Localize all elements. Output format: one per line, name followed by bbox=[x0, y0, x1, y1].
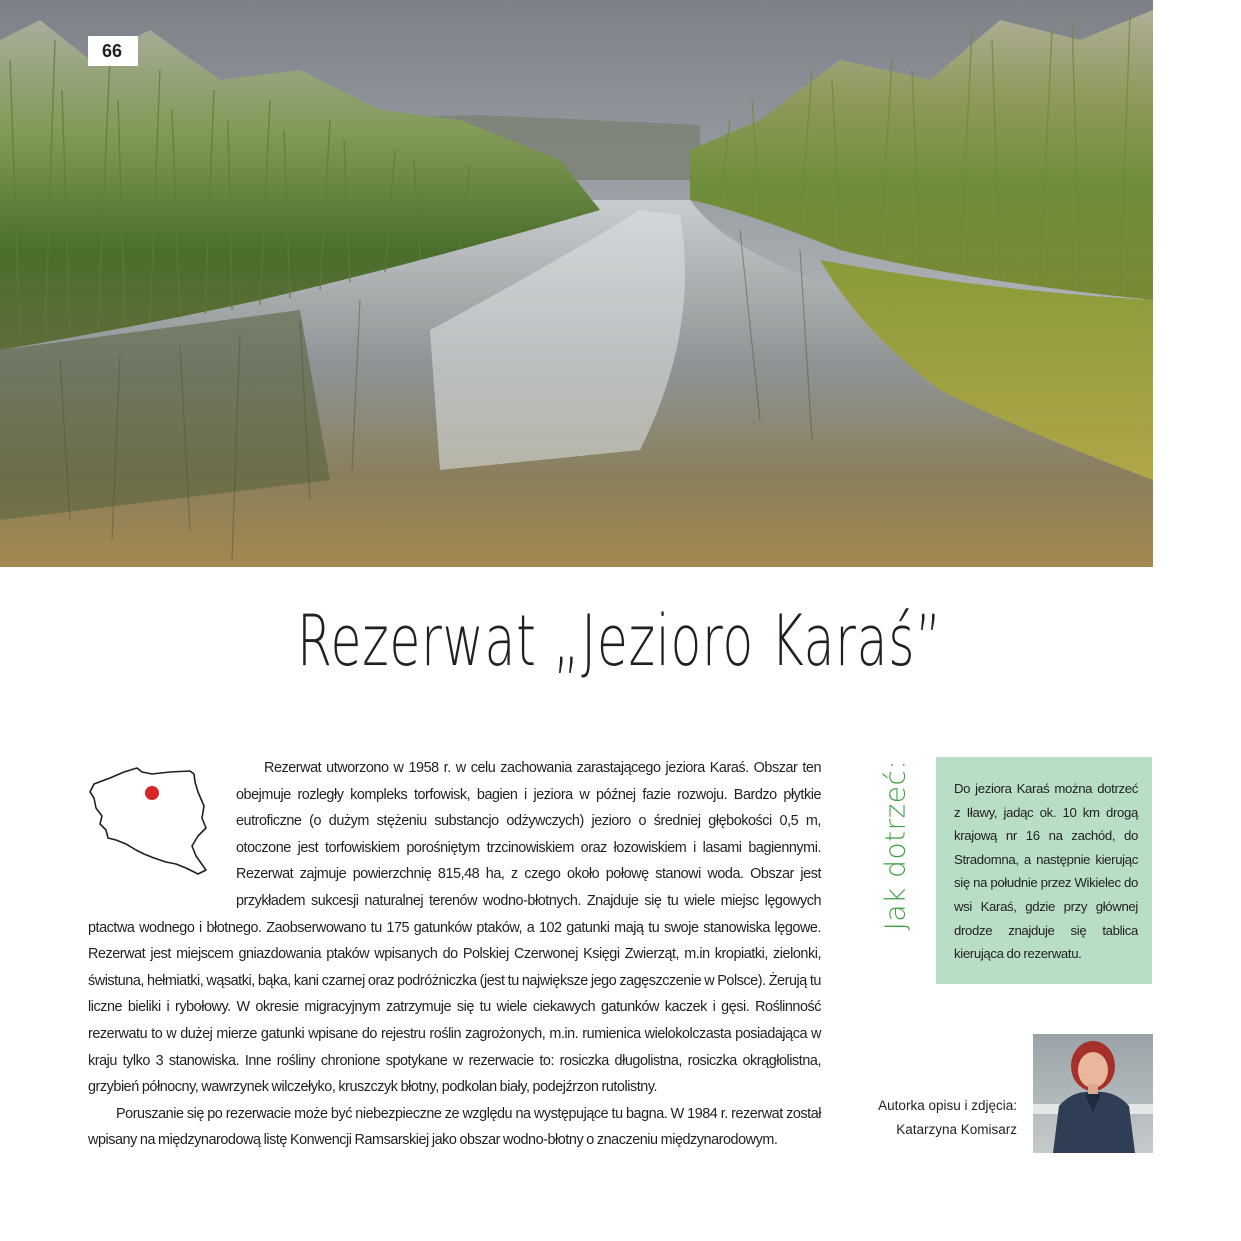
author-label: Autorka opisu i zdjęcia: bbox=[878, 1098, 1017, 1113]
author-photo bbox=[1033, 1034, 1153, 1153]
author-credit bbox=[860, 1094, 1017, 1142]
how-to-get-text: Do jeziora Karaś można dotrzeć z Iławy, jadąc ok. 10 km drogą krajową nr 16 na zachód, do Stradomna, a następnie kierując się na południe przez Wikielec do wsi Karaś, gdzie przy głównej drodze znajduje się tablica kierująca do rezerwatu. bbox=[954, 781, 1138, 962]
second-paragraph: Poruszanie się po rezerwacie może być niebezpieczne ze względu na występujące tu bagna. W 1984 r. rezerwat został wpisany na międzynarodową listę Konwencji Ramsarskiej jako obszar wodno-błotny o znaczeniu międzynarodowym. bbox=[88, 1105, 821, 1149]
article-body bbox=[88, 755, 821, 1154]
page-title: Rezerwat „Jezioro Karaś” bbox=[296, 600, 943, 682]
how-to-get-heading bbox=[870, 760, 920, 930]
page-number: 66 bbox=[88, 36, 138, 66]
intro-paragraph bbox=[88, 755, 821, 1101]
how-to-get-heading-text: Jak dotrzeć: bbox=[878, 759, 912, 931]
landscape-photo bbox=[0, 0, 1153, 567]
author-name: Katarzyna Komisarz bbox=[896, 1122, 1017, 1137]
how-to-get-box bbox=[936, 757, 1152, 984]
intro-text: Rezerwat utworzono w 1958 r. w celu zachowania zarastającego jeziora Karaś. Obszar ten obejmuje rozległy kompleks torfowisk, bagien i jeziora w późnej fazie rozwoju. Bardzo płytkie eutroficzne (o dużym stężeniu substancjo odżywczych) jezioro o średniej głębokości 0,5 m, otoczone jest torfowiskiem porośniętym trzcinowiskiem oraz łozowiskiem i lasami bagiennymi. Rezerwat zajmuje powierzchnię 815,48 ha, z czego około połowę stanowi woda. Obszar jest przykładem sukcesji naturalnej terenów wodno-błotnych. Znajduje się tu wiele miejsc lęgowych ptactwa wodnego i błotnego. Zaobserwowano tu 175 gatunków ptaków, a 102 gatunki mają tu swoje stanowiska lęgowe. Rezerwat jest miejscem gniazdowania ptaków wpisanych do Polskiej Czerwonej Księgi Zwierząt, m.in kropiatki, zielonki, świstuna, hełmiatki, wąsatki, bąka, kani czarnej oraz podróżniczka (jest tu największe jego zagęszczenie w Polsce). Żerują tu liczne bieliki i rybołowy. W okresie migracyjnym zatrzymuje się tu wiele ciekawych gatunków kaczek i gęsi. Roślinność rezerwatu to w dużej mierze gatunki wpisane do rejestru roślin zagrożonych, m.in. rumienica wielokolczasta posiadająca w kraju tylko 3 stanowiska. Inne rośliny chronione spotykane w rezerwacie to: rosiczka długolistna, rosiczka okrągłolistna, grzybień północny, wawrzynek wilczełyko, kruszczyk błotny, podkolan biały, podejźrzon rutolistny. bbox=[88, 760, 821, 1096]
